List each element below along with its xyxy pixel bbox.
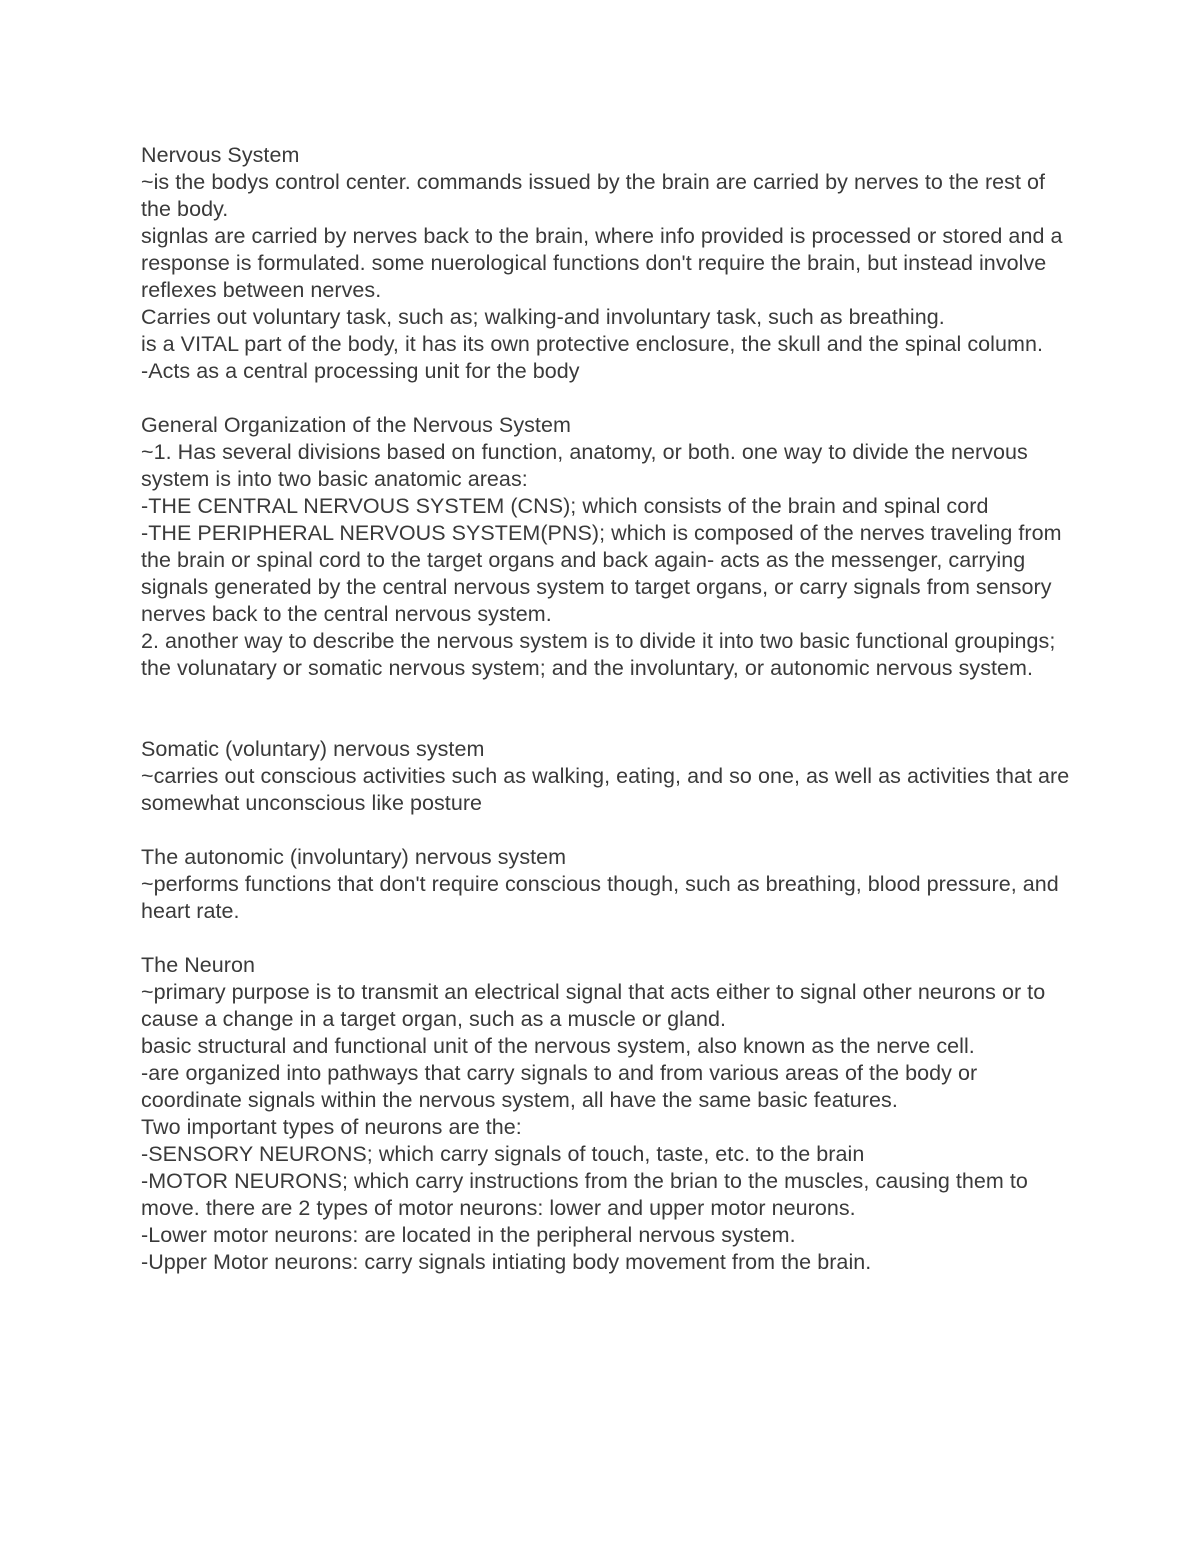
paragraph-line: -SENSORY NEURONS; which carry signals of touch, taste, etc. to the brain <box>141 1142 865 1166</box>
section-somatic-nervous-system <box>141 736 1076 817</box>
paragraph-line: -THE PERIPHERAL NERVOUS SYSTEM(PNS); which is composed of the nerves traveling from the brain or spinal cord to the target organs and back again- acts as the messenger, carrying signals generated by the central nervous system to target organs, or carry signals from sensory nerves back to the central nervous system. <box>141 521 1068 626</box>
paragraph-line: -are organized into pathways that carry signals to and from various areas of the body or coordinate signals within the nervous system, all have the same basic features. <box>141 1061 984 1112</box>
paragraph-line: -Lower motor neurons: are located in the peripheral nervous system. <box>141 1223 796 1247</box>
paragraph-line: -THE CENTRAL NERVOUS SYSTEM (CNS); which consists of the brain and spinal cord <box>141 494 989 518</box>
blank-line <box>141 385 1071 412</box>
paragraph-line: -Upper Motor neurons: carry signals intiating body movement from the brain. <box>141 1250 872 1274</box>
section-heading: The Neuron <box>141 953 256 977</box>
paragraph-line: -MOTOR NEURONS; which carry instructions from the brian to the muscles, causing them to move. there are 2 types of motor neurons: lower and upper motor neurons. <box>141 1169 1034 1220</box>
document-body <box>141 142 1076 1276</box>
section-heading: General Organization of the Nervous System <box>141 413 571 437</box>
paragraph-line: Two important types of neurons are the: <box>141 1115 522 1139</box>
paragraph-line: 2. another way to describe the nervous system is to divide it into two basic functional groupings; the volunatary or somatic nervous system; and the involuntary, or autonomic nervous system. <box>141 629 1062 680</box>
section-heading: Nervous System <box>141 143 300 167</box>
blank-line <box>141 925 1071 952</box>
paragraph-line: -Acts as a central processing unit for the body <box>141 359 580 383</box>
blank-line <box>141 817 1071 844</box>
paragraph-line: ~primary purpose is to transmit an electrical signal that acts either to signal other neurons or to cause a change in a target organ, such as a muscle or gland. <box>141 980 1052 1031</box>
section-heading: The autonomic (involuntary) nervous system <box>141 845 567 869</box>
paragraph-line: ~performs functions that don't require conscious though, such as breathing, blood pressure, and heart rate. <box>141 872 1065 923</box>
section-the-neuron <box>141 952 1071 1276</box>
section-nervous-system <box>141 142 1071 385</box>
section-general-organization <box>141 412 1071 682</box>
paragraph-line: is a VITAL part of the body, it has its own protective enclosure, the skull and the spinal column. <box>141 332 1043 356</box>
paragraph-line: ~1. Has several divisions based on function, anatomy, or both. one way to divide the nervous system is into two basic anatomic areas: <box>141 440 1034 491</box>
paragraph-line: Carries out voluntary task, such as; walking-and involuntary task, such as breathing. <box>141 305 945 329</box>
section-autonomic-nervous-system <box>141 844 1071 925</box>
paragraph-line: signlas are carried by nerves back to the brain, where info provided is processed or stored and a response is formulated. some nuerological functions don't require the brain, but instead involve reflexes between nerves. <box>141 224 1069 302</box>
paragraph-line: ~carries out conscious activities such as walking, eating, and so one, as well as activities that are somewhat unconscious like posture <box>141 764 1076 815</box>
section-heading: Somatic (voluntary) nervous system <box>141 737 485 761</box>
paragraph-line: ~is the bodys control center. commands issued by the brain are carried by nerves to the rest of the body. <box>141 170 1052 221</box>
blank-line <box>141 682 1071 736</box>
paragraph-line: basic structural and functional unit of the nervous system, also known as the nerve cell. <box>141 1034 975 1058</box>
